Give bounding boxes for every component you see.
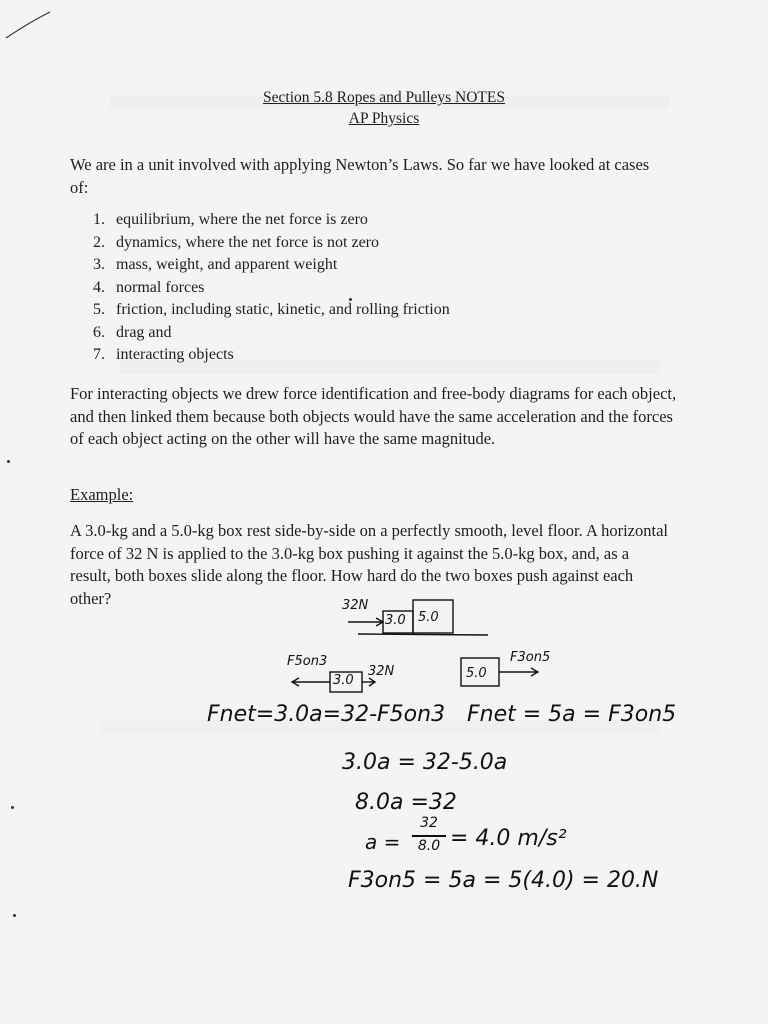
- list-item: 3. mass, weight, and apparent weight: [93, 256, 338, 273]
- fbd-a-left-force-label: F5on3: [287, 654, 328, 669]
- fbd-b-force-label: F3on5: [510, 650, 551, 665]
- equation-accel-numerator: 32: [420, 815, 438, 831]
- cases-list: [93, 209, 450, 367]
- applied-force-label: 32N: [342, 598, 369, 613]
- fbd-a-right-force-label: 32N: [368, 664, 395, 679]
- equation-accel-result: = 4.0 m/s²: [450, 826, 567, 851]
- fraction-bar: [412, 835, 446, 837]
- pen-mark-icon: [4, 10, 52, 40]
- list-item: 2. dynamics, where the net force is not zero: [93, 233, 380, 251]
- scan-dot: [7, 460, 10, 463]
- interacting-paragraph: For interacting objects we drew force identification and free-body diagrams for each object, and then linked them because both objects would have the same acceleration and the forces of each object acting on the other will have the same magnitude.: [70, 384, 677, 448]
- list-item: 5. friction, including static, kinetic, and rolling friction: [93, 301, 450, 318]
- page-title: Section 5.8 Ropes and Pulleys NOTES: [263, 89, 505, 106]
- equation-accel-denominator: 8.0: [417, 838, 441, 854]
- list-item: 7. interacting objects: [93, 346, 234, 363]
- equation-sum: 8.0a =32: [355, 790, 457, 815]
- list-item: 6. drag and: [93, 323, 172, 341]
- list-item: 1. equilibrium, where the net force is zero: [93, 211, 368, 228]
- example-problem: A 3.0-kg and a 5.0-kg box rest side-by-side on a perfectly smooth, level floor. A horizontal force of 32 N is applied to the 3.0-kg box pushing it against the 5.0-kg box, and, as a result, both boxes slide along the floor. How hard do the two boxes push against each other?: [70, 521, 668, 608]
- page-subtitle: AP Physics: [348, 110, 420, 127]
- list-item: 4. normal forces: [93, 278, 205, 296]
- equation-combined: 3.0a = 32-5.0a: [342, 750, 508, 775]
- fbd-a-box-label: 3.0: [333, 673, 354, 688]
- fbd-b-box-label: 5.0: [466, 666, 487, 681]
- equation-accel-lhs: a =: [365, 830, 401, 854]
- equation-net-force-a: Fnet=3.0a=32-F5on3: [207, 702, 446, 727]
- scan-dot: [11, 806, 14, 809]
- box-b-label: 5.0: [418, 610, 439, 625]
- box-a-label: 3.0: [385, 613, 406, 628]
- equation-contact-force: F3on5 = 5a = 5(4.0) = 20.N: [348, 868, 659, 893]
- equation-net-force-b: Fnet = 5a = F3on5: [467, 702, 677, 727]
- scan-dot: [349, 298, 352, 301]
- scan-dot: [13, 914, 16, 917]
- example-heading: Example:: [70, 485, 134, 504]
- intro-paragraph: We are in a unit involved with applying Newton’s Laws. So far we have looked at cases of:: [70, 155, 650, 197]
